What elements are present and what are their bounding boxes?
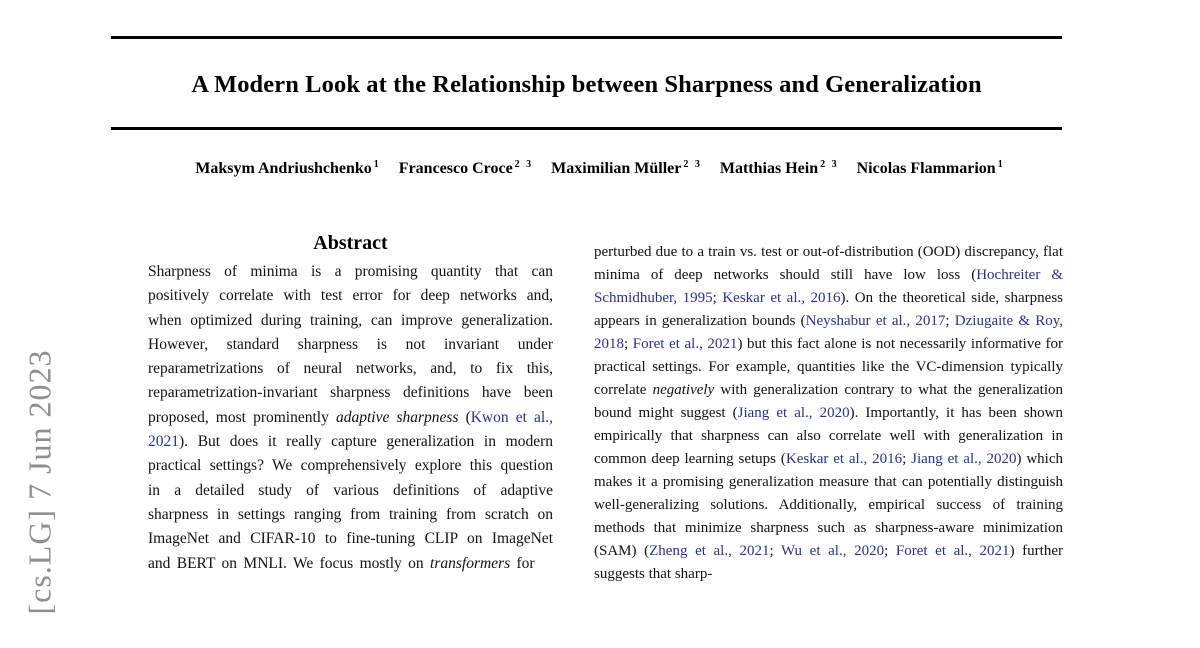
body-text-run: ). But does it really capture generalization in modern practical settings? We comprehensively explore this question in a detailed study of various definitions of adaptive sharpness in settings ranging from training from scratch on ImageNet and CIFAR-10 to fine-tuning CLIP on ImageNet and BERT on MNLI. We focus mostly on	[148, 433, 553, 572]
abstract-heading: Abstract	[313, 232, 388, 254]
author-name: Matthias Hein $^{2 3}$	[719, 159, 839, 178]
author-affiliation-sup: 1	[997, 159, 1005, 170]
author-affiliation-sup: 2 3	[514, 159, 534, 170]
body-text-run: ) but this fact alone is not necessarily informative for practical settings. For example, quantities like the VC-dimension typically correlate	[594, 336, 1063, 398]
abstract-text	[148, 260, 553, 576]
citation-link[interactable]: Keskar et al., 2016	[785, 451, 903, 467]
citation-link[interactable]: Dziugaite & Roy, 2018	[594, 313, 1063, 352]
arxiv-watermark: [cs.LG] 7 Jun 2023	[21, 349, 58, 615]
title-rule-bottom	[111, 127, 1062, 130]
emphasis-text: transformers	[430, 554, 511, 572]
body-text-run: ) which makes it a promising generalization measure that can potentially distinguish well-generalizing solutions. Additionally, empirical success of training methods that minimize sharpness such as sharpness-aware minimization (SAM) (	[594, 451, 1063, 559]
body-text-run: ). Importantly, it has been shown empirically that sharpness can also correlate well with generalization in common deep learning setups (	[594, 405, 1063, 467]
citation-link[interactable]: Kwon et al., 2021	[148, 408, 553, 451]
citation-link[interactable]: Zheng et al., 2021	[649, 543, 770, 559]
body-text-run: ;	[902, 451, 912, 467]
emphasis-text: adaptive sharpness	[335, 408, 459, 426]
citation-link[interactable]: Foret et al., 2021	[632, 336, 738, 352]
abstract-column	[148, 231, 553, 576]
body-text-run: (	[458, 408, 471, 426]
body-text-run: for	[510, 554, 535, 572]
body-text-run: with generalization contrary to what the generalization bound might suggest (	[594, 382, 1063, 421]
author-name: Francesco Croce $^{2 3}$	[398, 159, 534, 178]
intro-column	[594, 241, 1063, 644]
citation-link[interactable]: Neyshabur et al., 2017	[805, 313, 946, 329]
body-text-run: perturbed due to a train vs. test or out-of-distribution (OOD) discrepancy, flat minima of deep networks should still have low loss (	[594, 244, 1063, 283]
title-rule-top	[111, 36, 1062, 39]
citation-link[interactable]: Foret et al., 2021	[895, 543, 1010, 559]
body-text-run: ;	[884, 543, 896, 559]
body-text-run: ) further suggests that sharp-	[594, 543, 1063, 582]
emphasis-text: negatively	[652, 382, 715, 398]
author-affiliation-sup: 1	[373, 159, 381, 170]
body-text-run: ;	[945, 313, 955, 329]
author-name: Maksym Andriushchenko $^1$	[195, 159, 381, 178]
paper-title: A Modern Look at the Relationship between Sharpness and Generalization	[191, 71, 982, 98]
author-affiliation-sup: 2 3	[820, 159, 839, 170]
body-text-run: ;	[769, 543, 781, 559]
body-text-run: ;	[624, 336, 633, 352]
author-name: Nicolas Flammarion $^1$	[856, 159, 1005, 178]
body-text-run: ;	[712, 290, 723, 306]
body-text-run: ). On the theoretical side, sharpness appears in generalization bounds (	[594, 290, 1063, 329]
citation-link[interactable]: Wu et al., 2020	[781, 543, 885, 559]
citation-link[interactable]: Jiang et al., 2020	[737, 405, 850, 421]
author-name: Maximilian Müller $^{2 3}$	[551, 159, 702, 178]
author-list	[55, 159, 1145, 178]
intro-text	[594, 241, 1063, 586]
citation-link[interactable]: Keskar et al., 2016	[722, 290, 841, 306]
author-affiliation-sup: 2 3	[683, 159, 702, 170]
body-text-run: Sharpness of minima is a promising quantity that can positively correlate with test error for deep networks and, when optimized during training, can improve generalization. However, standard sharpness is not invariant under reparametrizations of neural networks, and, to fix this, reparametrization-invariant sharpness definitions have been proposed, most prominently	[148, 263, 553, 426]
citation-link[interactable]: Jiang et al., 2020	[911, 451, 1017, 467]
citation-link[interactable]: Hochreiter & Schmidhuber, 1995	[594, 267, 1063, 306]
